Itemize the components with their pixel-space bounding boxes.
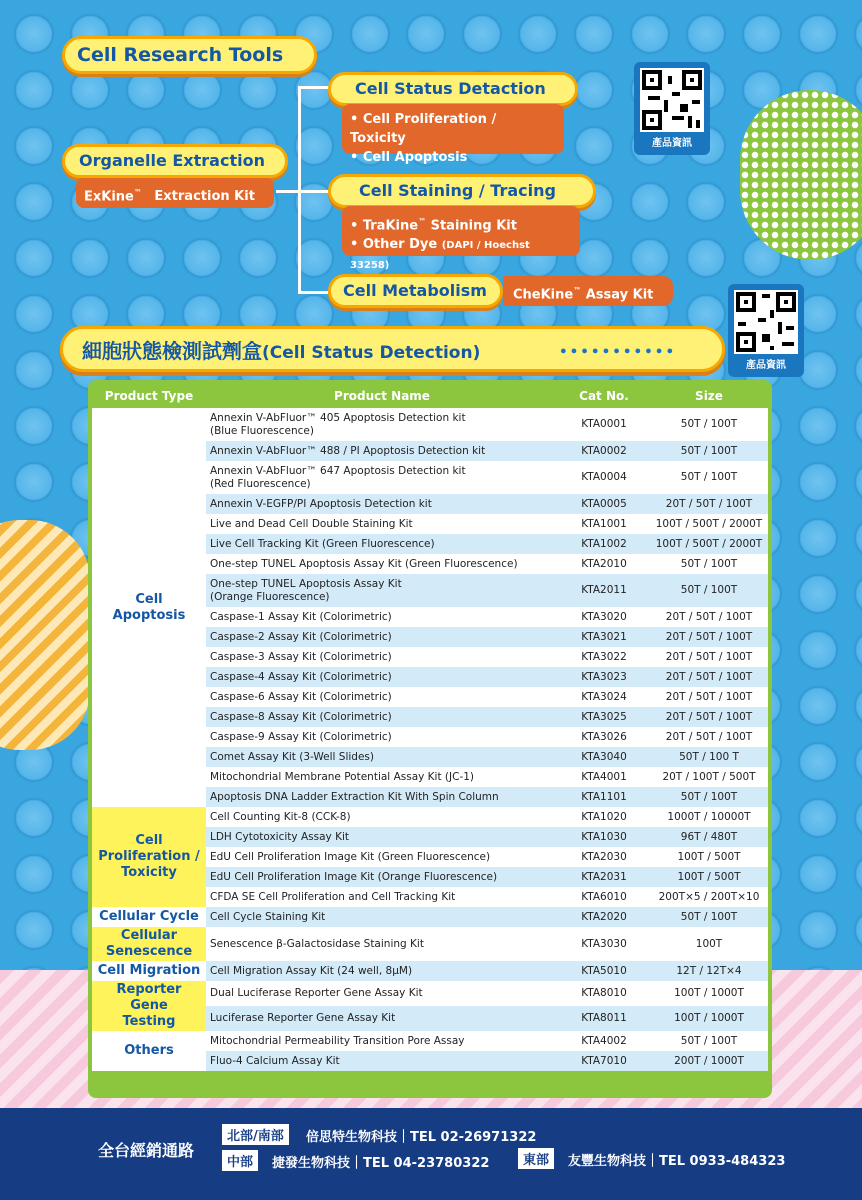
product-name-cell: Annexin V-AbFluor™ 405 Apoptosis Detection kit (Blue Fluorescence): [206, 408, 558, 441]
cat-no-cell: KTA3021: [558, 627, 650, 647]
table-row: [92, 1031, 768, 1051]
section-heading-zh: 細胞狀態檢測試劑盒: [82, 339, 262, 363]
size-cell: 20T / 100T / 500T: [650, 767, 768, 787]
cell-staining-title: Cell Staining / Tracing: [328, 174, 596, 208]
table-row: [92, 927, 768, 961]
size-cell: 100T / 1000T: [650, 1006, 768, 1031]
cat-no-cell: KTA3022: [558, 647, 650, 667]
organelle-extraction-kit: [76, 178, 274, 208]
size-cell: 100T / 1000T: [650, 981, 768, 1006]
exkine-label: ExKine: [84, 189, 134, 205]
product-type-cell: Cell Migration: [92, 961, 206, 981]
size-cell: 100T: [650, 927, 768, 961]
main-title: Cell Research Tools: [62, 36, 317, 74]
product-name-cell: Mitochondrial Permeability Transition Pore Assay: [206, 1031, 558, 1051]
table-row: [92, 981, 768, 1006]
size-cell: 50T / 100T: [650, 787, 768, 807]
size-cell: 200T / 1000T: [650, 1051, 768, 1071]
table-row: [92, 907, 768, 927]
tree-connector-mid: [276, 190, 330, 193]
chekine-suffix: Assay Kit: [581, 287, 654, 303]
cat-no-cell: KTA3020: [558, 607, 650, 627]
product-name-cell: Live Cell Tracking Kit (Green Fluorescence): [206, 534, 558, 554]
product-name-cell: EdU Cell Proliferation Image Kit (Orange Fluorescence): [206, 867, 558, 887]
cat-no-cell: KTA1020: [558, 807, 650, 827]
size-cell: 20T / 50T / 100T: [650, 647, 768, 667]
trakine-item: [350, 212, 572, 235]
cat-no-cell: KTA3025: [558, 707, 650, 727]
size-cell: 50T / 100T: [650, 441, 768, 461]
header-product-name: Product Name: [206, 384, 558, 408]
product-name-cell: Annexin V-EGFP/PI Apoptosis Detection kit: [206, 494, 558, 514]
product-type-cell: Cell Apoptosis: [92, 408, 206, 807]
cell-staining-box: [342, 206, 580, 272]
product-name-cell: CFDA SE Cell Proliferation and Cell Tracking Kit: [206, 887, 558, 907]
cat-no-cell: KTA7010: [558, 1051, 650, 1071]
cat-no-cell: KTA6010: [558, 887, 650, 907]
size-cell: 100T / 500T / 2000T: [650, 534, 768, 554]
qr-label-top: 產品資訊: [652, 138, 692, 149]
product-name-cell: Apoptosis DNA Ladder Extraction Kit With Spin Column: [206, 787, 558, 807]
chekine-label: CheKine: [513, 287, 574, 303]
trakine-tm: ™: [418, 217, 427, 226]
size-cell: 20T / 50T / 100T: [650, 494, 768, 514]
product-name-cell: EdU Cell Proliferation Image Kit (Green Fluorescence): [206, 847, 558, 867]
cat-no-cell: KTA0001: [558, 408, 650, 441]
size-cell: 1000T / 10000T: [650, 807, 768, 827]
product-table-body: [92, 408, 768, 1071]
cat-no-cell: KTA1001: [558, 514, 650, 534]
tree-connector-top: [298, 86, 330, 89]
size-cell: 200T×5 / 200T×10: [650, 887, 768, 907]
cat-no-cell: KTA0002: [558, 441, 650, 461]
size-cell: 50T / 100T: [650, 461, 768, 494]
product-name-cell: Luciferase Reporter Gene Assay Kit: [206, 1006, 558, 1031]
product-name-cell: Caspase-2 Assay Kit (Colorimetric): [206, 627, 558, 647]
exkine-suffix: Extraction Kit: [154, 189, 255, 205]
table-row: [92, 408, 768, 441]
footer-east-tag: 東部: [518, 1148, 554, 1169]
size-cell: 50T / 100 T: [650, 747, 768, 767]
cat-no-cell: KTA4001: [558, 767, 650, 787]
chekine-assay-kit: [503, 276, 673, 306]
chekine-tm: ™: [573, 286, 582, 295]
cat-no-cell: KTA5010: [558, 961, 650, 981]
size-cell: 20T / 50T / 100T: [650, 727, 768, 747]
product-name-cell: Fluo-4 Calcium Assay Kit: [206, 1051, 558, 1071]
tree-connector-bottom: [298, 291, 330, 294]
product-name-cell: One-step TUNEL Apoptosis Assay Kit (Green Fluorescence): [206, 554, 558, 574]
product-name-cell: Annexin V-AbFluor™ 647 Apoptosis Detection kit (Red Fluorescence): [206, 461, 558, 494]
table-row: [92, 807, 768, 827]
cat-no-cell: KTA2010: [558, 554, 650, 574]
footer-east-text: 友豐生物科技｜TEL 0933-484323: [568, 1154, 786, 1169]
section-heading-en: (Cell Status Detection): [262, 343, 481, 363]
header-cat-no: Cat No.: [558, 384, 650, 408]
product-name-cell: LDH Cytotoxicity Assay Kit: [206, 827, 558, 847]
cell-status-item: • Cell Apoptosis: [350, 150, 468, 165]
qr-code-bottom[interactable]: [728, 284, 804, 377]
section-heading: [82, 335, 480, 364]
size-cell: 50T / 100T: [650, 907, 768, 927]
product-name-cell: Live and Dead Cell Double Staining Kit: [206, 514, 558, 534]
size-cell: 100T / 500T: [650, 847, 768, 867]
other-dye-label: • Other Dye: [350, 237, 438, 253]
trakine-label: • TraKine: [350, 218, 419, 234]
qr-label-bottom: 產品資訊: [746, 360, 786, 371]
size-cell: 50T / 100T: [650, 1031, 768, 1051]
cat-no-cell: KTA2030: [558, 847, 650, 867]
cat-no-cell: KTA0005: [558, 494, 650, 514]
qr-code-icon: [640, 68, 704, 132]
cat-no-cell: KTA0004: [558, 461, 650, 494]
cat-no-cell: KTA1002: [558, 534, 650, 554]
table-header-row: [92, 384, 768, 408]
cell-status-item: • Cell Proliferation / Toxicity: [350, 112, 497, 146]
size-cell: 20T / 50T / 100T: [650, 667, 768, 687]
other-dye-item: [350, 235, 572, 275]
product-name-cell: Cell Cycle Staining Kit: [206, 907, 558, 927]
other-dye-detail: (DAPI / Hoechst 33258): [350, 240, 530, 272]
trakine-suffix: Staining Kit: [426, 218, 517, 234]
qr-code-top[interactable]: [634, 62, 710, 155]
footer-north-tag: 北部/南部: [222, 1124, 289, 1145]
decorative-cloud-left: [0, 520, 90, 750]
cat-no-cell: KTA3026: [558, 727, 650, 747]
size-cell: 12T / 12T×4: [650, 961, 768, 981]
cat-no-cell: KTA3030: [558, 927, 650, 961]
cell-metabolism-title: Cell Metabolism: [328, 274, 503, 308]
footer-title: 全台經銷通路: [98, 1141, 195, 1160]
distributor-footer: [0, 1108, 862, 1200]
cat-no-cell: KTA4002: [558, 1031, 650, 1051]
size-cell: 50T / 100T: [650, 554, 768, 574]
size-cell: 20T / 50T / 100T: [650, 687, 768, 707]
size-cell: 100T / 500T: [650, 867, 768, 887]
product-type-cell: Cellular Cycle: [92, 907, 206, 927]
product-name-cell: Comet Assay Kit (3-Well Slides): [206, 747, 558, 767]
product-name-cell: Annexin V-AbFluor™ 488 / PI Apoptosis Detection kit: [206, 441, 558, 461]
product-name-cell: Caspase-9 Assay Kit (Colorimetric): [206, 727, 558, 747]
product-name-cell: Cell Counting Kit-8 (CCK-8): [206, 807, 558, 827]
product-table-container: [88, 380, 772, 1098]
product-type-cell: Cellular Senescence: [92, 927, 206, 961]
product-name-cell: Caspase-6 Assay Kit (Colorimetric): [206, 687, 558, 707]
cat-no-cell: KTA3023: [558, 667, 650, 687]
cell-status-title: Cell Status Detaction: [328, 72, 578, 106]
header-size: Size: [650, 384, 768, 408]
product-type-cell: Cell Proliferation / Toxicity: [92, 807, 206, 907]
size-cell: 50T / 100T: [650, 408, 768, 441]
cat-no-cell: KTA2020: [558, 907, 650, 927]
heading-dots-decoration: ●●●●●●●●●●●: [560, 345, 678, 357]
product-name-cell: Caspase-8 Assay Kit (Colorimetric): [206, 707, 558, 727]
product-name-cell: One-step TUNEL Apoptosis Assay Kit (Orange Fluorescence): [206, 574, 558, 607]
product-name-cell: Senescence β-Galactosidase Staining Kit: [206, 927, 558, 961]
cat-no-cell: KTA1101: [558, 787, 650, 807]
product-name-cell: Caspase-3 Assay Kit (Colorimetric): [206, 647, 558, 667]
cell-status-box: [342, 104, 564, 165]
header-product-type: Product Type: [92, 384, 206, 408]
cat-no-cell: KTA2031: [558, 867, 650, 887]
qr-code-icon: [734, 290, 798, 354]
product-name-cell: Mitochondrial Membrane Potential Assay Kit (JC-1): [206, 767, 558, 787]
decorative-cloud-right: [740, 90, 862, 260]
size-cell: 20T / 50T / 100T: [650, 627, 768, 647]
cat-no-cell: KTA3024: [558, 687, 650, 707]
cat-no-cell: KTA3040: [558, 747, 650, 767]
cat-no-cell: KTA1030: [558, 827, 650, 847]
size-cell: 20T / 50T / 100T: [650, 707, 768, 727]
exkine-tm: ™: [133, 188, 142, 197]
table-row: [92, 961, 768, 981]
product-name-cell: Dual Luciferase Reporter Gene Assay Kit: [206, 981, 558, 1006]
size-cell: 100T / 500T / 2000T: [650, 514, 768, 534]
size-cell: 96T / 480T: [650, 827, 768, 847]
product-type-cell: Reporter Gene Testing: [92, 981, 206, 1031]
footer-central-text: 捷發生物科技｜TEL 04-23780322: [272, 1156, 490, 1171]
cat-no-cell: KTA2011: [558, 574, 650, 607]
footer-central-tag: 中部: [222, 1150, 258, 1171]
product-name-cell: Caspase-1 Assay Kit (Colorimetric): [206, 607, 558, 627]
cat-no-cell: KTA8011: [558, 1006, 650, 1031]
product-name-cell: Caspase-4 Assay Kit (Colorimetric): [206, 667, 558, 687]
footer-north-text: 倍思特生物科技｜TEL 02-26971322: [306, 1130, 537, 1145]
size-cell: 50T / 100T: [650, 574, 768, 607]
product-type-cell: Others: [92, 1031, 206, 1071]
size-cell: 20T / 50T / 100T: [650, 607, 768, 627]
product-table: [92, 384, 768, 1071]
organelle-extraction-title: Organelle Extraction: [62, 144, 288, 178]
product-name-cell: Cell Migration Assay Kit (24 well, 8μM): [206, 961, 558, 981]
cat-no-cell: KTA8010: [558, 981, 650, 1006]
